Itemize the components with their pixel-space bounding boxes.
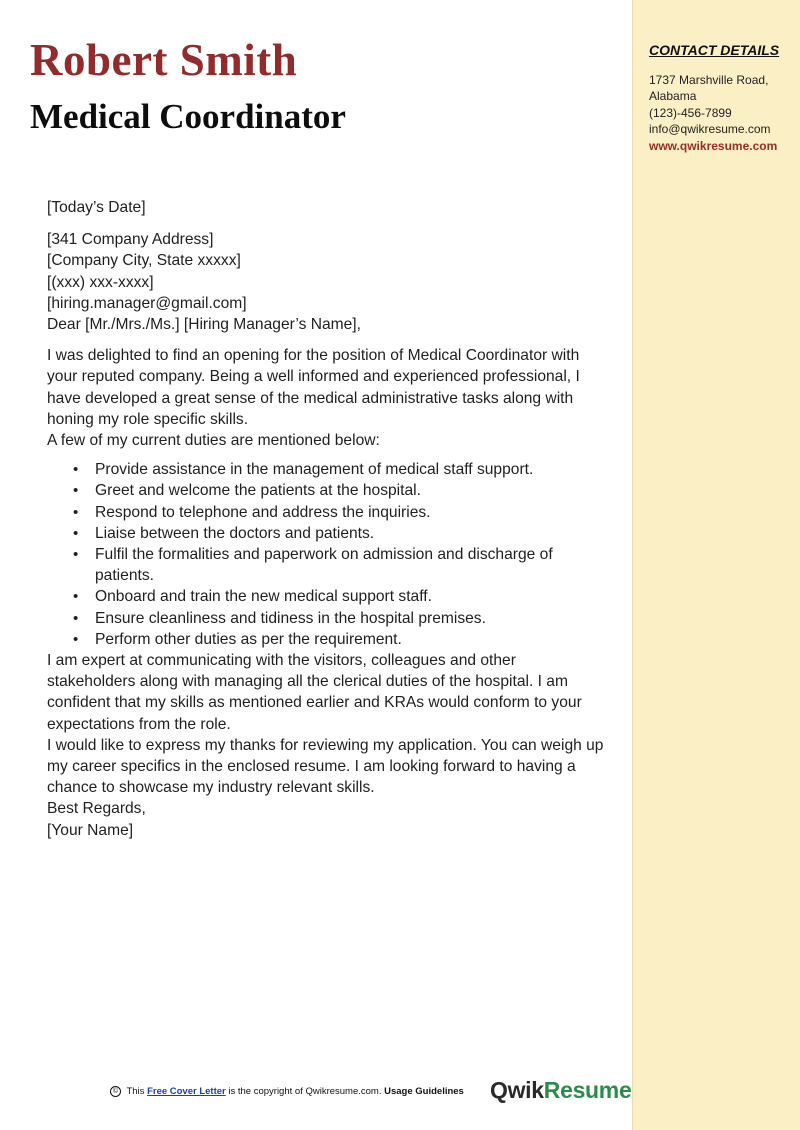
contact-sidebar	[632, 0, 800, 1130]
duty-item: • Ensure cleanliness and tidiness in the hospital premises.	[95, 608, 607, 629]
footer-prefix: This	[126, 1086, 145, 1098]
duty-item: • Onboard and train the new medical support staff.	[95, 586, 607, 607]
contact-details-heading: CONTACT DETAILS	[649, 42, 780, 58]
contact-website[interactable]: www.qwikresume.com	[649, 139, 778, 153]
candidate-name: Robert Smith	[30, 35, 298, 85]
job-title: Medical Coordinator	[30, 97, 346, 136]
contact-address-line2: Alabama	[649, 89, 697, 103]
logo-part-qwik: Qwik	[490, 1077, 544, 1103]
recipient-line: [(xxx) xxx-xxxx]	[47, 273, 154, 291]
intro-paragraph: I was delighted to find an opening for the position of Medical Coordinator with your reputed company. Being a well informed and experienced professional, I have developed a great sense of the medical administrative tasks along with honing my role specific skills.	[47, 347, 580, 428]
signature: [Your Name]	[47, 821, 134, 839]
footer-middle-text: is the copyright of Qwikresume.com.	[228, 1086, 382, 1098]
body-paragraph-3: I would like to express my thanks for reviewing my application. You can weigh up my career specifics in the enclosed resume. I am looking forward to having a chance to showcase my industry relevant skills.	[47, 736, 604, 797]
footer-copyright	[110, 1086, 464, 1097]
usage-guidelines-link[interactable]: Usage Guidelines	[384, 1086, 464, 1098]
recipient-line: [Company City, State xxxxx]	[47, 252, 241, 270]
letter-date: [Today’s Date]	[47, 199, 146, 216]
duty-item: • Liaise between the doctors and patients.	[95, 523, 607, 544]
qwikresume-logo[interactable]	[490, 1077, 631, 1104]
duty-item: • Fulfil the formalities and paperwork on admission and discharge of patients.	[95, 544, 607, 586]
closing: Best Regards,	[47, 800, 146, 818]
copyright-icon: ©	[110, 1086, 121, 1097]
duties-list	[47, 459, 607, 650]
recipient-line: [hiring.manager@gmail.com]	[47, 294, 247, 312]
salutation: Dear [Mr./Mrs./Ms.] [Hiring Manager’s Name],	[47, 316, 361, 334]
contact-email[interactable]: info@qwikresume.com	[649, 122, 771, 136]
contact-address-line1: 1737 Marshville Road,	[649, 73, 769, 87]
logo-part-resume: Resume	[543, 1077, 632, 1103]
contact-phone: (123)-456-7899	[649, 106, 732, 120]
free-cover-letter-link[interactable]: Free Cover Letter	[147, 1086, 226, 1098]
duty-item: • Greet and welcome the patients at the hospital.	[95, 480, 607, 501]
duty-item: • Perform other duties as per the requirement.	[95, 629, 607, 650]
body-paragraph-2: I am expert at communicating with the visitors, colleagues and other stakeholders along with managing all the clerical duties of the hospital. I am confident that my skills as mentioned earlier and KRAs would conform to your expectations from the role.	[47, 652, 582, 733]
duties-intro: A few of my current duties are mentioned below:	[47, 432, 380, 450]
duty-item: • Provide assistance in the management of medical staff support.	[95, 459, 607, 480]
duty-item: • Respond to telephone and address the inquiries.	[95, 502, 607, 523]
recipient-line: [341 Company Address]	[47, 231, 214, 249]
recipient-block	[47, 229, 607, 314]
letter-body	[47, 197, 607, 841]
